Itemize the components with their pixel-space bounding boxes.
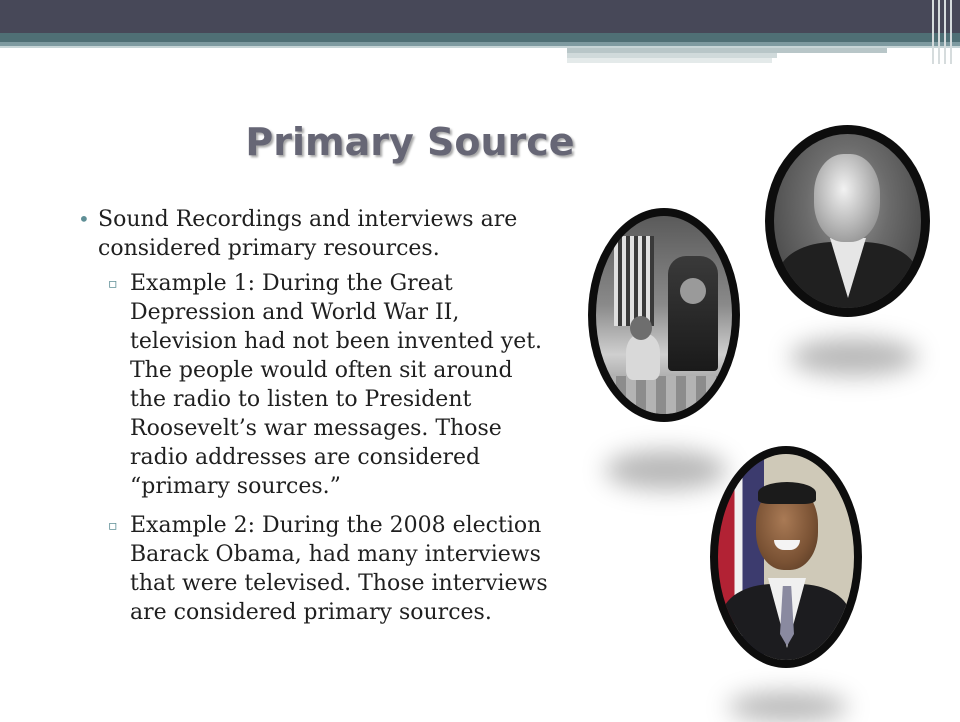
main-bullet-text: Sound Recordings and interviews are considered primary resources. [98,207,518,261]
step-bar-3 [567,58,772,63]
radio-listening-photo [588,208,740,422]
obama-portrait [710,446,862,668]
sub-bullet-square-icon: ▫ [108,518,118,534]
stripe [950,0,952,64]
main-bullet [78,205,553,263]
slide-content [78,205,553,637]
rug [596,376,732,414]
roosevelt-face [814,154,880,242]
slide-title: Primary Source [245,120,575,164]
obama-photo [718,454,854,660]
obama-shadow [728,692,848,722]
sub-bullet-square-icon: ▫ [108,276,118,292]
roosevelt-shadow [790,338,918,376]
example-1 [78,269,553,501]
top-teal-band [0,33,960,42]
radio-photo [596,216,732,414]
example-1-text: Example 1: During the Great Depression and World War II, television had not been invented yet. The people would often sit around the radio to listen to President Roosevelt’s war messages. Those radio addresses are considered “primary sources.” [130,271,543,499]
girl-head [630,316,652,340]
radio-shadow [605,450,727,490]
example-2-text: Example 2: During the 2008 election Barack Obama, had many interviews that were televised. Those interviews are considered primary sources. [130,513,548,625]
radio-set [668,256,718,371]
roosevelt-portrait [765,125,930,317]
roosevelt-photo [774,134,921,308]
right-stripes-decoration [932,0,954,64]
window-blinds [614,236,654,326]
bullet-dot-icon: • [78,207,90,231]
obama-hair [758,482,816,504]
example-2 [78,511,553,627]
stripe [932,0,934,64]
top-step-decoration [567,48,887,64]
girl-figure [626,334,660,380]
stripe [944,0,946,64]
radio-dial [680,278,706,304]
stripe [938,0,940,64]
top-dark-band [0,0,960,33]
